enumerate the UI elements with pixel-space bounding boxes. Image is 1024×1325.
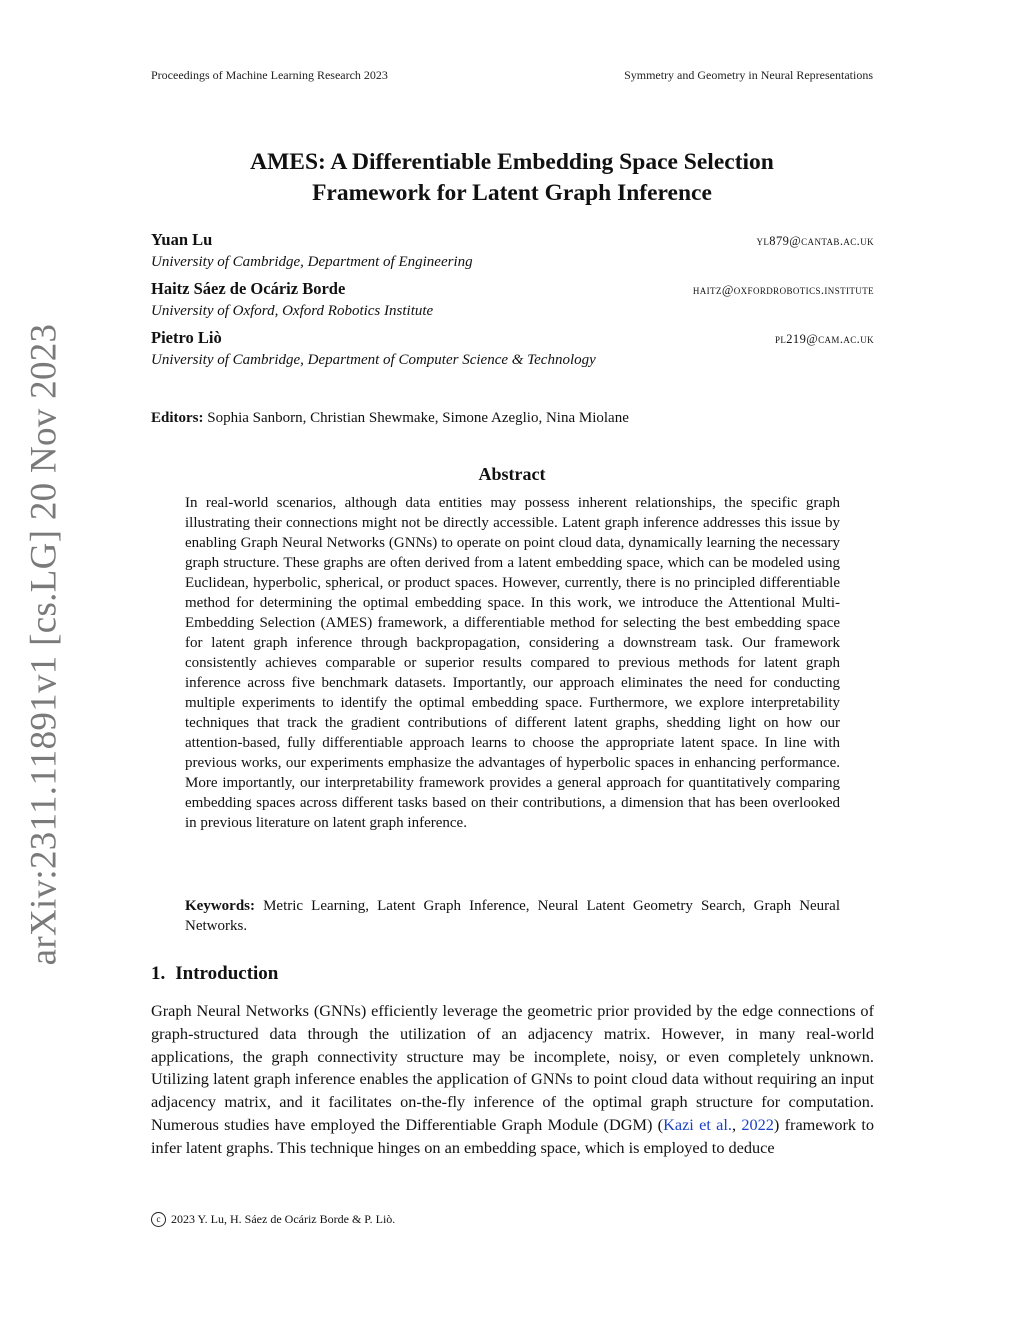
author-name: Yuan Lu <box>151 230 213 249</box>
author-email[interactable]: haitz@oxfordrobotics.institute <box>692 283 874 297</box>
author-name: Pietro Liò <box>151 328 222 347</box>
intro-text-before: Graph Neural Networks (GNNs) efficiently leverage the geometric prior provided by the edge connections of graph-structured data through the utilization of an adjacency matrix. However, in many real-world applications, the graph connectivity structure may be incomplete, noisy, or even completely unknown. Utilizing latent graph inference enables the application of GNNs to point cloud data without requiring an input adjacency matrix, and it facilitates on-the-fly inference of the optimal graph structure for computation. Numerous studies have employed the Differentiable Graph Module (DGM) ( <box>151 1001 874 1134</box>
abstract-heading: Abstract <box>478 464 546 484</box>
citation-link[interactable]: Kazi et al. <box>663 1114 732 1134</box>
citation-year-link[interactable]: 2022 <box>741 1114 774 1134</box>
citation-separator: , <box>731 1114 742 1134</box>
title-line-1: AMES: A Differentiable Embedding Space Selection <box>250 149 774 175</box>
keywords-label: Keywords: <box>185 898 255 914</box>
author-block <box>151 279 874 321</box>
section-number: 1. <box>151 963 166 984</box>
copyright-icon: c <box>151 1212 166 1227</box>
author-block <box>151 230 874 272</box>
author-list <box>151 230 874 377</box>
paper-title <box>150 147 874 209</box>
author-affiliation: University of Cambridge, Department of Computer Science & Technology <box>151 352 596 368</box>
copyright-text: 2023 Y. Lu, H. Sáez de Ocáriz Borde & P. Liò. <box>171 1212 396 1226</box>
editors-label: Editors: <box>151 410 204 426</box>
author-affiliation: University of Cambridge, Department of Engineering <box>151 254 473 270</box>
author-name: Haitz Sáez de Ocáriz Borde <box>151 279 346 298</box>
keywords-line <box>185 896 840 936</box>
title-line-2: Framework for Latent Graph Inference <box>312 180 712 206</box>
intro-text-after: ) framework to infer latent graphs. This technique hinges on an embedding space, which is employed to deduce <box>151 1114 874 1157</box>
keywords-text: Metric Learning, Latent Graph Inference, Neural Latent Geometry Search, Graph Neural Networks. <box>185 898 840 934</box>
abstract-body: In real-world scenarios, although data entities may possess inherent relationships, the specific graph illustrating their connections might not be directly accessible. Latent graph inference addresses this issue by enabling Graph Neural Networks (GNNs) to operate on point cloud data, dynamically learning the necessary graph structure. These graphs are often derived from a latent embedding space, which can be modeled using Euclidean, hyperbolic, spherical, or product spaces. However, currently, there is no principled differentiable method for determining the optimal embedding space. In this work, we introduce the Attentional Multi-Embedding Selection (AMES) framework, a differentiable method for selecting the best embedding space for latent graph inference through backpropagation, considering a downstream task. Our framework consistently achieves comparable or superior results compared to previous methods for latent graph inference across five benchmark datasets. Importantly, our approach eliminates the need for conducting multiple experiments to identify the optimal embedding space. Furthermore, we explore interpretability techniques that track the gradient contributions of different latent graphs, shedding light on how our attention-based, fully differentiable approach learns to choose the appropriate latent space. In line with previous works, our experiments emphasize the advantages of hyperbolic spaces in enhancing performance. More importantly, our interpretability framework provides a general approach for quantitatively comparing embedding spaces across different tasks based on their contributions, a dimension that has been overlooked in previous literature on latent graph inference. <box>185 495 840 831</box>
arxiv-side-stamp <box>16 323 72 965</box>
editors-names: Sophia Sanborn, Christian Shewmake, Simone Azeglio, Nina Miolane <box>207 410 629 426</box>
author-block <box>151 328 874 370</box>
section-heading-introduction <box>151 963 278 985</box>
running-head-left: Proceedings of Machine Learning Research 2023 <box>151 68 388 82</box>
author-email[interactable]: yl879@cantab.ac.uk <box>756 234 874 248</box>
running-head-right: Symmetry and Geometry in Neural Representations <box>624 68 873 82</box>
introduction-paragraph <box>151 1000 874 1160</box>
author-affiliation: University of Oxford, Oxford Robotics Institute <box>151 303 434 319</box>
arxiv-identifier: arXiv:2311.11891v1 [cs.LG] 20 Nov 2023 <box>23 323 65 965</box>
copyright-notice <box>151 1212 395 1227</box>
author-email[interactable]: pl219@cam.ac.uk <box>774 332 874 346</box>
section-title: Introduction <box>175 963 279 984</box>
editors-line <box>151 410 629 427</box>
